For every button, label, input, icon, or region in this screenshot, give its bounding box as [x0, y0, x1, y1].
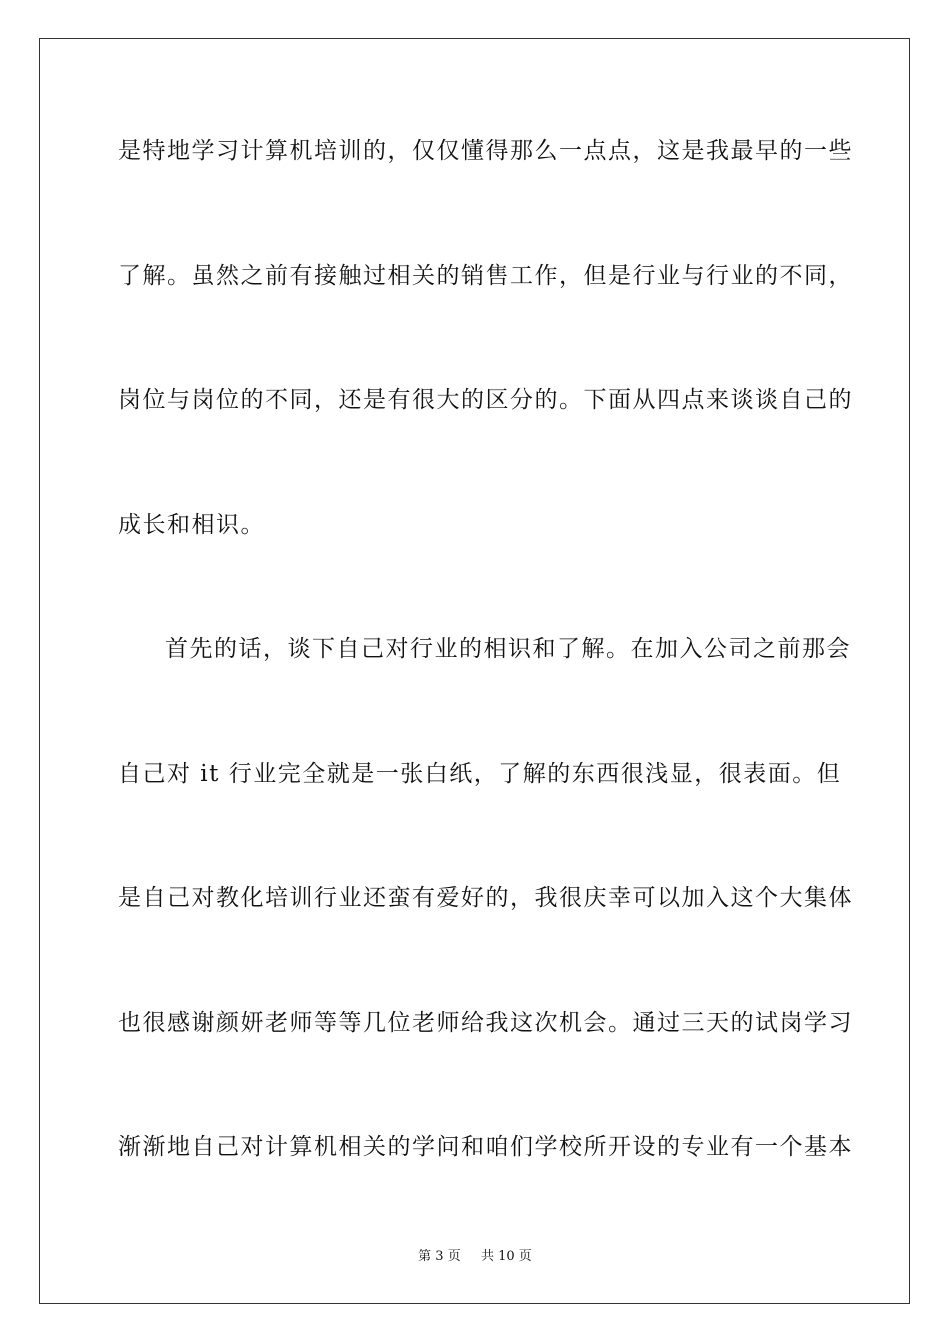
- text-line-5: 首先的话，谈下自己对行业的相识和了解。在加入公司之前那会: [165, 636, 851, 662]
- text-line-4: 成长和相识。: [118, 512, 265, 538]
- text-line-1: 是特地学习计算机培训的，仅仅懂得那么一点点，这是我最早的一些: [118, 138, 853, 164]
- text-line-9: 渐渐地自己对计算机相关的学问和咱们学校所开设的专业有一个基本: [118, 1134, 853, 1160]
- page-footer: [0, 1248, 950, 1266]
- text-line-6: 自己对 it 行业完全就是一张白纸，了解的东西很浅显，很表面。但: [118, 761, 842, 787]
- page-total: 共 10 页: [481, 1249, 532, 1264]
- text-line-3: 岗位与岗位的不同，还是有很大的区分的。下面从四点来谈谈自己的: [118, 387, 853, 413]
- page-border: [39, 38, 910, 1304]
- text-line-7: 是自己对教化培训行业还蛮有爱好的，我很庆幸可以加入这个大集体: [118, 885, 853, 911]
- text-line-2: 了解。虽然之前有接触过相关的销售工作，但是行业与行业的不同，: [118, 263, 853, 289]
- text-line-8: 也很感谢颜妍老师等等几位老师给我这次机会。通过三天的试岗学习: [118, 1010, 853, 1036]
- page-number: 第 3 页: [418, 1249, 461, 1264]
